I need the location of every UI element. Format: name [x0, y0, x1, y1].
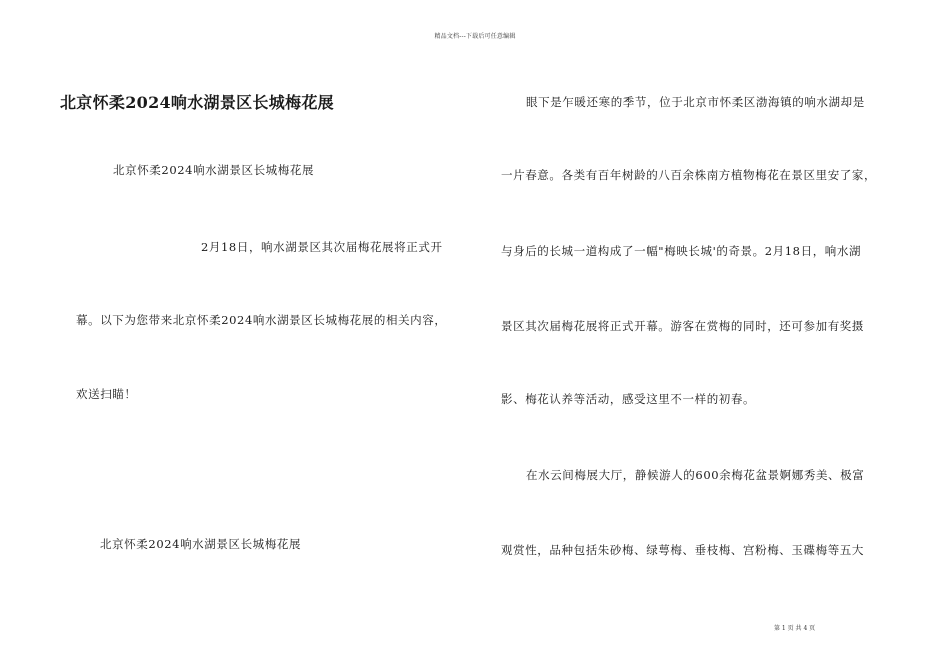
page-number: 第 1 页 共 4 页	[774, 625, 816, 632]
paragraph-line: 景区其次届梅花展将正式开幕。游客在赏梅的同时，还可参加有奖摄	[501, 319, 864, 333]
document-title: 北京怀柔2024响水湖景区长城梅花展	[60, 93, 334, 112]
paragraph-line: 影、梅花认养等活动，感受这里不一样的初春。	[501, 392, 756, 406]
paragraph-line: 幕。以下为您带来北京怀柔2024响水湖景区长城梅花展的相关内容，	[76, 313, 447, 327]
paragraph-line: 2月18日，响水湖景区其次届梅花展将正式开	[201, 240, 443, 254]
paragraph-line: 一片春意。各类有百年树龄的八百余株南方植物梅花在景区里安了家，	[501, 168, 877, 182]
paragraph-line: 在水云间梅展大厅，静候游人的600余梅花盆景婀娜秀美、极富	[526, 468, 865, 482]
paragraph-line: 与身后的长城一道构成了一幅"梅映长城'的奇景。2月18日，响水湖	[501, 244, 862, 258]
header-note: 精品文档---下载后可任意编辑	[434, 33, 516, 40]
paragraph-line: 欢送扫瞄！	[76, 387, 137, 401]
paragraph-line: 北京怀柔2024响水湖景区长城梅花展	[100, 537, 302, 551]
paragraph-line: 北京怀柔2024响水湖景区长城梅花展	[113, 163, 315, 177]
paragraph-line: 眼下是乍暖还寒的季节，位于北京市怀柔区渤海镇的响水湖却是	[526, 95, 865, 109]
paragraph-line: 观赏性，品种包括朱砂梅、绿萼梅、垂枝梅、宫粉梅、玉碟梅等五大	[501, 543, 864, 557]
